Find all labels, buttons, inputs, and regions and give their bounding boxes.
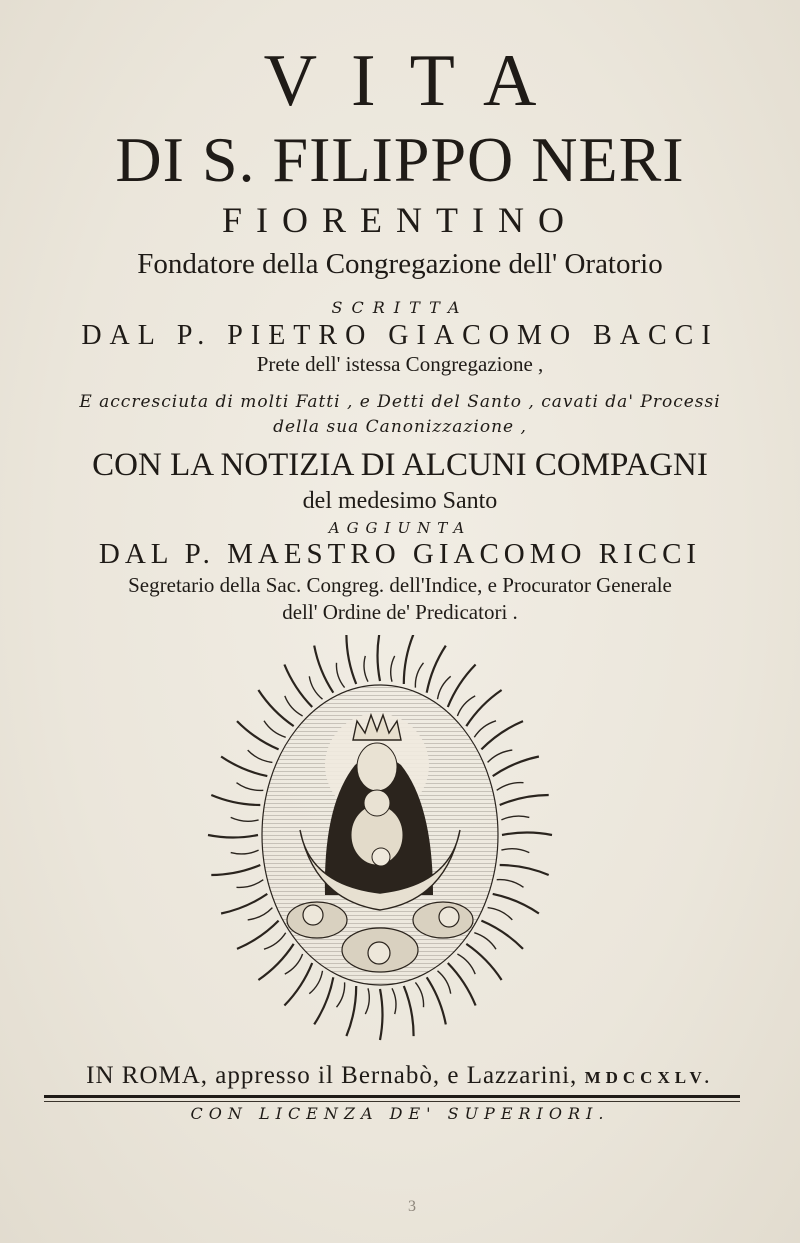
origin-line: FIORENTINO (222, 200, 578, 240)
founder-line: Fondatore della Congregazione dell' Oratorio (137, 248, 663, 280)
subject-name: DI S. FILIPPO NERI (115, 124, 685, 195)
sunburst-ray (378, 635, 381, 681)
sunburst-ray (258, 944, 293, 980)
sunburst-ray (248, 908, 273, 920)
sunburst-ray (457, 696, 475, 716)
sunburst-ray (497, 880, 524, 888)
sunburst-ray (415, 982, 423, 1007)
sunburst-ray (415, 663, 423, 688)
medesimo-line: del medesimo Santo (302, 488, 498, 514)
sunburst-ray (404, 635, 414, 684)
editor-role-2: dell' Ordine de' Predicatori . (282, 600, 518, 624)
sunburst-ray (264, 721, 286, 738)
sunburst-ray (237, 880, 264, 888)
sunburst-ray (346, 986, 356, 1036)
sunburst-ray (211, 865, 260, 875)
sunburst-ray (474, 721, 496, 738)
sunburst-ray (231, 817, 259, 821)
aggiunta-label: AGGIUNTA (328, 519, 472, 537)
sunburst-ray (237, 783, 264, 791)
book-title: VITA (263, 40, 571, 122)
sunburst-ray (438, 676, 451, 699)
sunburst-ray (493, 757, 539, 777)
augmented-line-2: della sua Canonizzazione , (273, 417, 527, 437)
author-line: DAL P. PIETRO GIACOMO BACCI (81, 320, 719, 351)
imprint-year: MDCCXLV. (584, 1068, 714, 1087)
sunburst-ray (488, 908, 513, 920)
notizia-line: CON LA NOTIZIA DI ALCUNI COMPAGNI (92, 447, 708, 483)
augmented-line-1: E accresciuta di molti Fatti , e Detti del Santo , cavati da' Processi (79, 392, 721, 412)
imprint-rule-thin (44, 1101, 740, 1102)
sunburst-ray (314, 646, 333, 693)
sunburst-ray (264, 933, 286, 950)
sunburst-ray (346, 635, 356, 684)
sunburst-ray (211, 795, 260, 805)
sunburst-ray (231, 850, 259, 854)
sunburst-ray (336, 663, 344, 688)
sunburst-ray (285, 954, 303, 974)
sunburst-ray (392, 988, 396, 1014)
imprint-line (0, 1063, 800, 1088)
editor-role-1: Segretario della Sac. Congreg. dell'Indice, e Procurator Generale (128, 573, 672, 597)
sunburst-ray (391, 656, 395, 682)
sunburst-ray (501, 849, 529, 853)
sunburst-ray (497, 783, 524, 791)
sunburst-ray (364, 656, 368, 682)
sunburst-ray (481, 921, 523, 949)
sunburst-ray (427, 977, 446, 1024)
sunburst-ray (337, 982, 345, 1007)
page-mark: 3 (408, 1198, 416, 1215)
sunburst-ray (380, 989, 383, 1040)
sunburst-ray (248, 750, 273, 762)
sunburst-ray (500, 865, 549, 875)
sunburst-ray (500, 795, 549, 805)
sunburst-ray (501, 816, 529, 820)
sunburst-ray (237, 921, 279, 949)
sunburst-ray (488, 750, 513, 762)
author-role: Prete dell' istessa Congregazione , (256, 352, 544, 376)
sunburst-ray (285, 696, 303, 716)
sunburst-ray (502, 833, 552, 836)
sunburst-ray (309, 676, 322, 699)
sunburst-ray (448, 963, 476, 1006)
sunburst-ray (481, 721, 523, 749)
sunburst-ray (474, 933, 496, 950)
sunburst-ray (448, 665, 476, 708)
scritta-label: SCRITTA (331, 298, 469, 317)
imprint-place-printer: IN ROMA, appresso il Bernabò, e Lazzarini, (86, 1062, 585, 1089)
sunburst-ray (309, 971, 322, 994)
sunburst-ray (208, 835, 258, 838)
sunburst-ray (221, 894, 267, 914)
madonna-and-child-sunburst-icon (205, 635, 555, 1045)
sunburst-ray (466, 690, 501, 726)
sunburst-ray (284, 665, 312, 708)
sunburst-ray (466, 944, 501, 980)
imprint-rule (44, 1095, 740, 1098)
sunburst-ray (258, 690, 293, 726)
sunburst-ray (438, 971, 451, 994)
sunburst-ray (237, 721, 279, 749)
sunburst-ray (457, 954, 475, 974)
sunburst-ray (284, 963, 312, 1006)
sunburst-ray (404, 986, 414, 1036)
licence-line: CON LICENZA DE' SUPERIORI. (190, 1104, 610, 1123)
sunburst-ray (365, 988, 369, 1014)
editor-line: DAL P. MAESTRO GIACOMO RICCI (98, 538, 702, 570)
